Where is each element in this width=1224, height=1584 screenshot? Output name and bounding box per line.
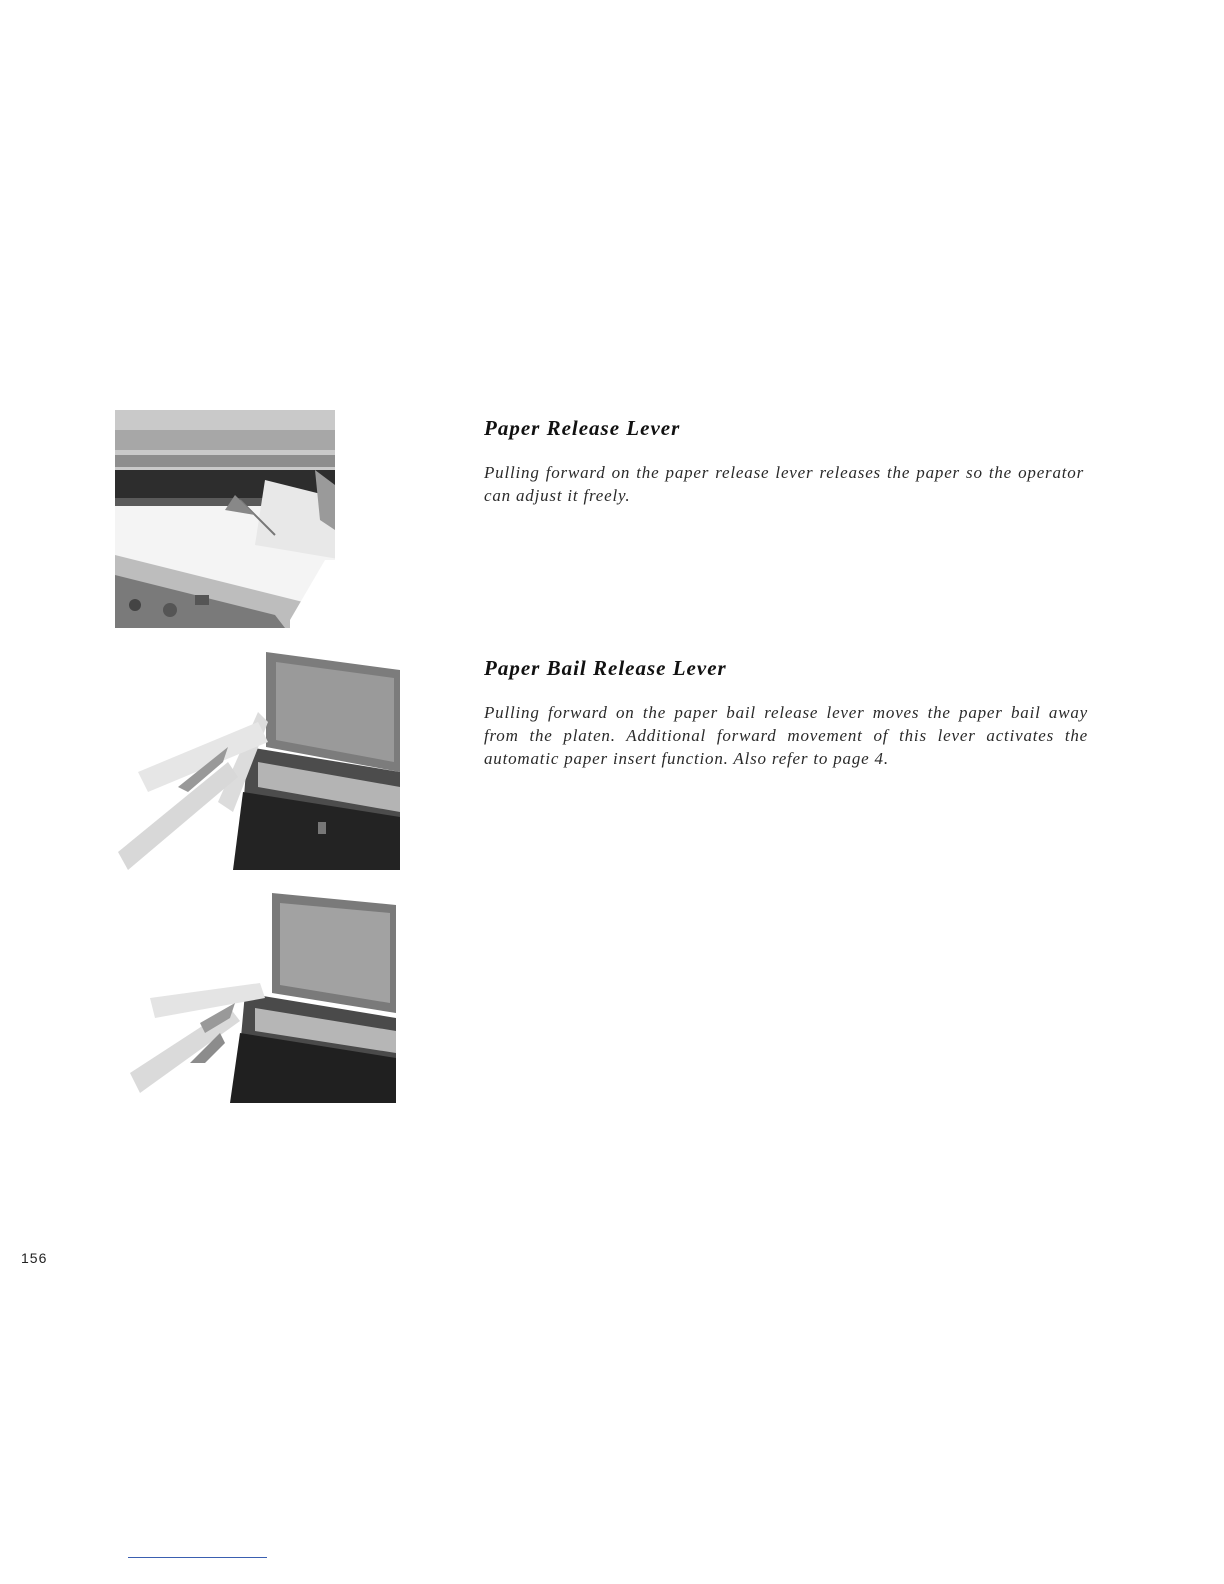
paper-bail-release-lever-photo bbox=[118, 652, 400, 870]
paper-release-lever-section bbox=[484, 416, 1124, 507]
section-heading: Paper Bail Release Lever bbox=[484, 656, 727, 680]
page-number: 156 bbox=[21, 1250, 48, 1266]
section-body: Pulling forward on the paper bail release lever moves the paper bail away from the platen. Additional forward movement of this lever activates the automatic paper insert function. Also refer to page 4. bbox=[484, 703, 1088, 768]
paper-bail-release-lever-section bbox=[484, 656, 1124, 770]
section-heading: Paper Release Lever bbox=[484, 416, 681, 440]
paper-release-lever-photo bbox=[115, 410, 335, 628]
section-body: Pulling forward on the paper release lever releases the paper so the operator can adjust it freely. bbox=[484, 463, 1084, 505]
automatic-paper-insert-photo bbox=[130, 893, 396, 1103]
footer-rule bbox=[128, 1557, 267, 1558]
